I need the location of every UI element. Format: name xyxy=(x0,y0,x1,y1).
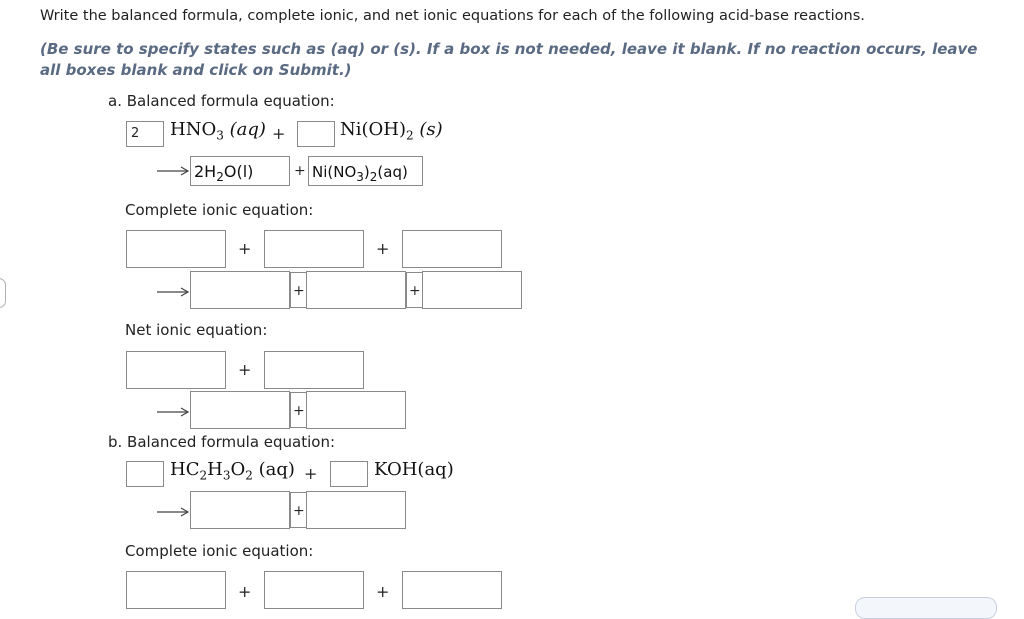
part-b-product-2-input[interactable] xyxy=(306,491,406,529)
reaction-arrow-icon xyxy=(157,407,189,417)
part-b-complete-reactant-1-input[interactable] xyxy=(126,571,226,609)
instructions-note: (Be sure to specify states such as (aq) or (s). If a box is not needed, leave it blank. If no reaction occurs, leave all boxes blank and click on Submit.) xyxy=(40,40,978,79)
side-panel-tab[interactable] xyxy=(0,278,6,308)
plus-sign: + xyxy=(238,360,252,379)
part-b-reactant-koh: KOH(aq) xyxy=(374,459,454,480)
part-a-product-water-input[interactable]: $2H_2O(l)$ xyxy=(190,156,290,186)
reaction-arrow-icon xyxy=(157,507,189,517)
plus-sign: + xyxy=(294,163,306,179)
part-b-complete-reactant-2-input[interactable] xyxy=(264,571,364,609)
bottom-right-tab[interactable] xyxy=(855,597,997,619)
plus-sign: + xyxy=(376,582,390,601)
part-a-net-product-2-input[interactable] xyxy=(306,391,406,429)
part-a-coef-hno3-value: 2 xyxy=(131,126,140,141)
part-a-net-label: Net ionic equation: xyxy=(125,321,268,339)
part-a-reactant-nioh2: $Ni(OH)_2$ (s) xyxy=(340,119,443,143)
plus-sign: + xyxy=(290,272,308,308)
part-a-balanced-label: a. Balanced formula equation: xyxy=(108,92,335,110)
part-b-reactant-acetic: $HC_2H_3O_2$ (aq) xyxy=(170,459,295,483)
plus-sign: + xyxy=(304,464,318,483)
part-a-complete-product-1-input[interactable] xyxy=(190,271,290,309)
plus-sign: + xyxy=(238,239,252,258)
instructions-text: Write the balanced formula, complete ionic, and net ionic equations for each of the following acid-base reactions. xyxy=(40,8,865,24)
part-b-balanced-label: b. Balanced formula equation: xyxy=(108,433,336,451)
part-a-complete-reactant-2-input[interactable] xyxy=(264,230,364,268)
part-a-net-reactant-1-input[interactable] xyxy=(126,351,226,389)
part-a-coef-nioh2-input[interactable] xyxy=(297,121,335,147)
part-a-complete-product-3-input[interactable] xyxy=(422,271,522,309)
plus-sign: + xyxy=(272,124,286,143)
plus-sign: + xyxy=(238,582,252,601)
reaction-arrow-icon xyxy=(157,287,189,297)
part-a-net-product-1-input[interactable] xyxy=(190,391,290,429)
part-b-complete-label: Complete ionic equation: xyxy=(125,542,314,560)
part-a-product-nino32-input[interactable]: $Ni(NO_3)_2(aq)$ xyxy=(308,156,423,186)
plus-sign: + xyxy=(406,272,424,308)
part-a-reactant-hno3: $HNO_3$ (aq) xyxy=(170,119,266,143)
part-a-coef-hno3-input[interactable] xyxy=(126,121,164,147)
plus-sign: + xyxy=(376,239,390,258)
reaction-arrow-icon xyxy=(157,166,189,176)
part-a-complete-label: Complete ionic equation: xyxy=(125,201,314,219)
part-b-product-1-input[interactable] xyxy=(190,491,290,529)
part-b-coef-acetic-input[interactable] xyxy=(126,461,164,487)
part-b-coef-koh-input[interactable] xyxy=(330,461,368,487)
part-a-complete-reactant-1-input[interactable] xyxy=(126,230,226,268)
part-a-complete-reactant-3-input[interactable] xyxy=(402,230,502,268)
part-a-net-reactant-2-input[interactable] xyxy=(264,351,364,389)
plus-sign: + xyxy=(290,392,308,428)
plus-sign: + xyxy=(290,492,308,528)
part-b-complete-reactant-3-input[interactable] xyxy=(402,571,502,609)
part-a-complete-product-2-input[interactable] xyxy=(306,271,406,309)
